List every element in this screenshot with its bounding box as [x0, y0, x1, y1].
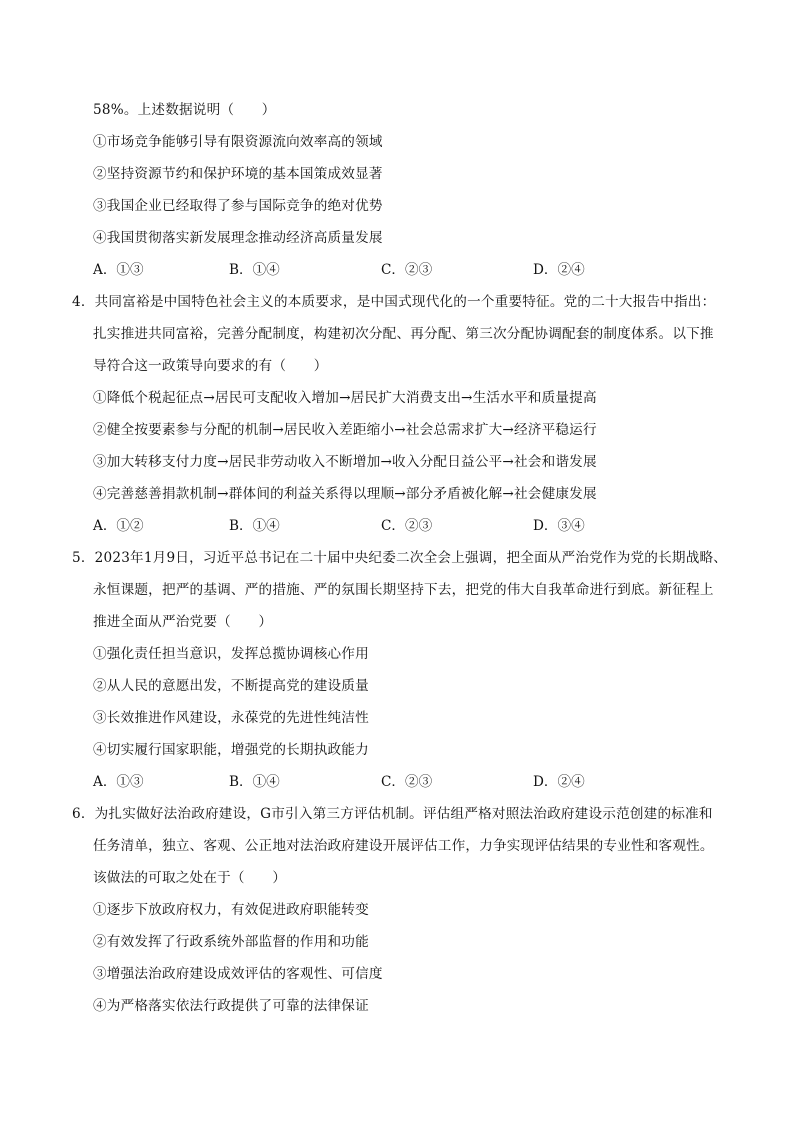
- q5-stem-line-3: 推进全面从严治党要（ ）: [93, 614, 273, 630]
- q5-choice-c[interactable]: C．②③: [381, 774, 433, 790]
- q3-option-1: ①市场竞争能够引导有限资源流向效率高的领域: [93, 134, 383, 150]
- q3-option-3: ③我国企业已经取得了参与国际竞争的绝对优势: [93, 198, 383, 214]
- q4-choice-a[interactable]: A．①②: [93, 518, 144, 534]
- q3-option-4: ④我国贯彻落实新发展理念推动经济高质量发展: [93, 230, 383, 246]
- q4-option-4: ④完善慈善捐款机制→群体间的利益关系得以理顺→部分矛盾被化解→社会健康发展: [93, 486, 597, 502]
- q6-option-4: ④为严格落实依法行政提供了可靠的法律保证: [93, 998, 369, 1014]
- q4-option-3: ③加大转移支付力度→居民非劳动收入不断增加→收入分配日益公平→社会和谐发展: [93, 454, 597, 470]
- q4-choice-d[interactable]: D．③④: [533, 518, 585, 534]
- q6-option-2: ②有效发挥了行政系统外部监督的作用和功能: [93, 934, 369, 950]
- q4-option-2: ②健全按要素参与分配的机制→居民收入差距缩小→社会总需求扩大→经济平稳运行: [93, 422, 597, 438]
- q5-stem-line-2: 永恒课题，把严的基调、严的措施、严的氛围长期坚持下去，把党的伟大自我革命进行到底。新征程上: [93, 582, 714, 598]
- q4-stem-line-2: 扎实推进共同富裕，完善分配制度，构建初次分配、再分配、第三次分配协调配套的制度体系。以下推: [93, 326, 714, 342]
- q5-choice-a[interactable]: A．①③: [93, 774, 144, 790]
- q5-choices: [93, 773, 713, 791]
- q4-choices: [93, 517, 713, 535]
- q5-choice-b[interactable]: B．①④: [229, 774, 280, 790]
- q5-option-3: ③长效推进作风建设，永葆党的先进性纯洁性: [93, 710, 369, 726]
- q3-choice-a[interactable]: A．①③: [93, 262, 144, 278]
- q3-choice-b[interactable]: B．①④: [229, 262, 280, 278]
- q3-choices: [93, 261, 713, 279]
- q3-choice-d[interactable]: D．②④: [533, 262, 585, 278]
- q3-option-2: ②坚持资源节约和保护环境的基本国策成效显著: [93, 166, 383, 182]
- q4-choice-b[interactable]: B．①④: [229, 518, 280, 534]
- q5-stem-line-1: 5．2023年1月9日，习近平总书记在二十届中央纪委二次全会上强调，把全面从严治党作为党的长期战略、: [72, 550, 728, 566]
- q5-option-2: ②从人民的意愿出发，不断提高党的建设质量: [93, 678, 369, 694]
- q3-choice-c[interactable]: C．②③: [381, 262, 433, 278]
- q4-stem-line-1: 4．共同富裕是中国特色社会主义的本质要求，是中国式现代化的一个重要特征。党的二十大报告中指出：: [72, 294, 716, 310]
- q4-stem-line-3: 导符合这一政策导向要求的有（ ）: [93, 358, 328, 374]
- q3-stem-tail: 58%。上述数据说明（ ）: [93, 102, 276, 118]
- q4-option-1: ①降低个税起征点→居民可支配收入增加→居民扩大消费支出→生活水平和质量提高: [93, 390, 597, 406]
- q6-option-1: ①逐步下放政府权力，有效促进政府职能转变: [93, 902, 369, 918]
- q6-stem-line-1: 6．为扎实做好法治政府建设，G市引入第三方评估机制。评估组严格对照法治政府建设示范创建的标准和: [72, 806, 713, 822]
- q6-option-3: ③增强法治政府建设成效评估的客观性、可信度: [93, 966, 383, 982]
- q5-choice-d[interactable]: D．②④: [533, 774, 585, 790]
- q5-option-1: ①强化责任担当意识，发挥总揽协调核心作用: [93, 646, 369, 662]
- q4-choice-c[interactable]: C．②③: [381, 518, 433, 534]
- q6-stem-line-2: 任务清单，独立、客观、公正地对法治政府建设开展评估工作，力争实现评估结果的专业性和客观性。: [93, 838, 714, 854]
- q6-stem-line-3: 该做法的可取之处在于（ ）: [93, 870, 287, 886]
- q5-option-4: ④切实履行国家职能，增强党的长期执政能力: [93, 742, 369, 758]
